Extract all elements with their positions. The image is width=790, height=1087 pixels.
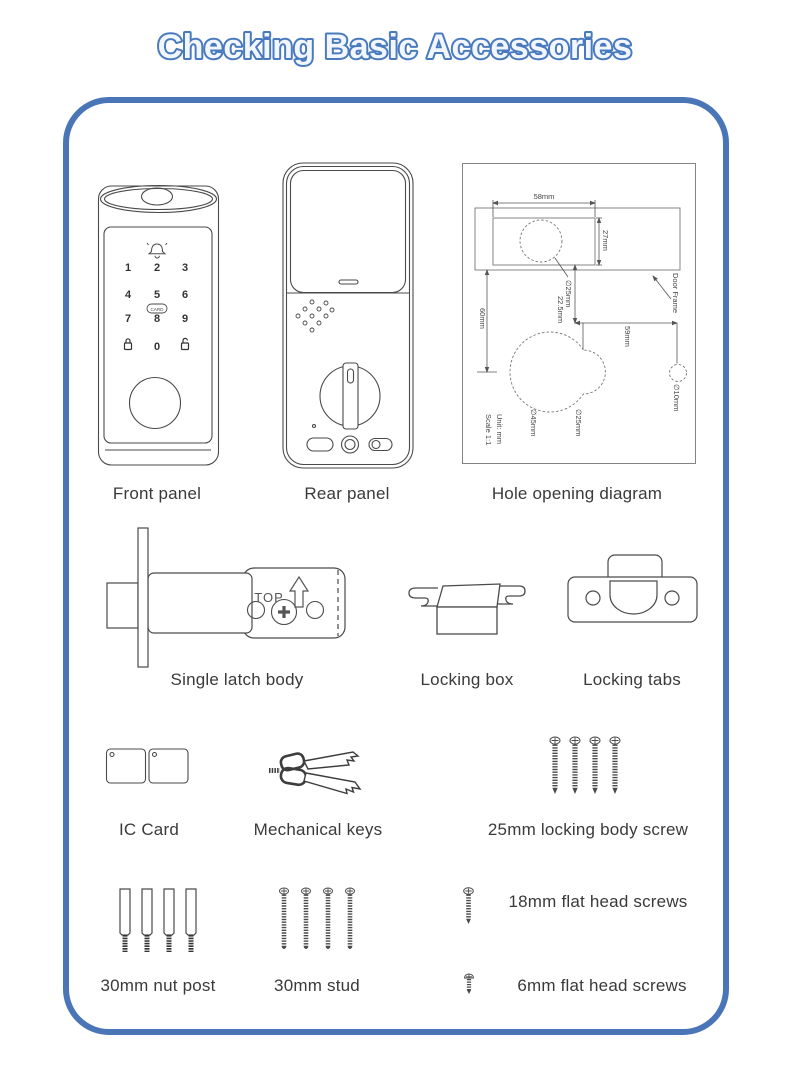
mechanical-keys-illustration — [268, 745, 365, 800]
caption-screw18: 18mm flat head screws — [508, 892, 688, 911]
key-8: 8 — [153, 313, 161, 325]
page-title-text: Checking Basic Accessories — [157, 28, 633, 66]
dim-58mm: 58mm — [533, 192, 555, 201]
dia-25mm-top: ∅25mm — [564, 280, 573, 308]
key-1: 1 — [124, 262, 132, 274]
key-bow-2 — [280, 767, 307, 786]
ic-card-1 — [107, 749, 146, 783]
bell-icon — [147, 243, 167, 258]
dim-59mm: 59mm — [623, 326, 632, 347]
key-4: 4 — [124, 289, 132, 301]
caption-locking-box: Locking box — [420, 670, 514, 689]
caption-front-panel: Front panel — [112, 484, 202, 503]
key-blade-2 — [304, 773, 360, 794]
rear-button-center — [342, 436, 359, 453]
caption-hole-diagram: Hole opening diagram — [491, 484, 663, 503]
key-5: 5 — [153, 289, 161, 301]
caption-latch: Single latch body — [170, 670, 304, 689]
key-9: 9 — [181, 313, 189, 325]
ic-card-2 — [149, 749, 188, 783]
dim-60mm: 60mm — [478, 308, 487, 329]
scale-note: Scale 1:1 — [484, 414, 493, 446]
speaker-holes-icon — [296, 300, 334, 332]
battery-cover-slot — [339, 280, 358, 284]
key-7: 7 — [124, 313, 132, 325]
screws-25mm-illustration — [545, 735, 625, 797]
dia-10mm: ∅10mm — [672, 384, 681, 412]
card-icon-label: CARD — [150, 306, 164, 312]
locking-box-front-face — [437, 607, 497, 634]
card-icon — [147, 304, 167, 313]
small-cutout-circle — [670, 365, 687, 382]
door-frame-label: Door Frame — [671, 273, 680, 314]
door-frame-strip — [475, 208, 680, 270]
key-blade-1 — [304, 752, 358, 769]
studs-illustration — [274, 886, 364, 952]
latch-bolt — [107, 583, 138, 628]
thumb-turn-knob — [320, 363, 380, 429]
key-6: 6 — [181, 289, 189, 301]
front-panel-illustration — [96, 180, 222, 470]
key-2: 2 — [153, 262, 161, 274]
dim-27mm: 27mm — [601, 230, 610, 251]
latch-body-illustration — [100, 525, 350, 670]
caption-ic-card: IC Card — [119, 820, 179, 839]
rear-button-left — [307, 438, 333, 451]
keyhole-cutout — [510, 332, 605, 412]
locking-tabs-illustration — [565, 550, 705, 628]
hole-opening-diagram — [462, 163, 696, 464]
caption-rear-panel: Rear panel — [304, 484, 390, 503]
dia-25mm-bottom: ∅25mm — [574, 409, 583, 437]
latch-top-label: TOP — [254, 590, 284, 605]
page-title — [0, 12, 790, 78]
battery-cover — [291, 171, 406, 293]
locking-box-wing-left — [409, 588, 438, 606]
top-cutout-rect — [493, 218, 595, 265]
caption-keys: Mechanical keys — [253, 820, 383, 839]
top-cutout-circle — [520, 220, 562, 262]
nut-posts-illustration — [115, 886, 205, 954]
locking-box-illustration — [405, 575, 535, 643]
front-knob — [130, 378, 181, 429]
latch-faceplate — [138, 528, 148, 667]
fingerprint-sensor-icon — [142, 188, 173, 205]
key-3: 3 — [181, 262, 189, 274]
caption-locking-tabs: Locking tabs — [583, 670, 681, 689]
latch-cylinder — [148, 573, 252, 633]
caption-stud: 30mm stud — [274, 976, 360, 995]
unlock-icon — [182, 338, 189, 349]
caption-screw6: 6mm flat head screws — [517, 976, 687, 995]
caption-nut-post: 30mm nut post — [100, 976, 216, 995]
reset-pinhole — [313, 425, 316, 428]
ic-card-illustration — [105, 743, 190, 789]
dim-22-5mm: 22.5mm — [556, 296, 565, 324]
locking-box-top-face — [437, 584, 500, 607]
caption-screw25: 25mm locking body screw — [487, 820, 689, 839]
screw-18mm-illustration — [460, 886, 478, 926]
front-panel-outline — [99, 186, 219, 466]
dia-45mm: ∅45mm — [529, 409, 538, 437]
strike-plate — [568, 577, 697, 622]
unit-note: Unit: mm — [495, 414, 504, 444]
screw-6mm-illustration — [460, 972, 478, 996]
locking-box-wing-right — [497, 586, 525, 604]
dimension-lines — [477, 200, 677, 372]
rear-panel-illustration — [281, 161, 417, 471]
lock-icon — [125, 339, 132, 350]
key-0: 0 — [153, 341, 161, 353]
